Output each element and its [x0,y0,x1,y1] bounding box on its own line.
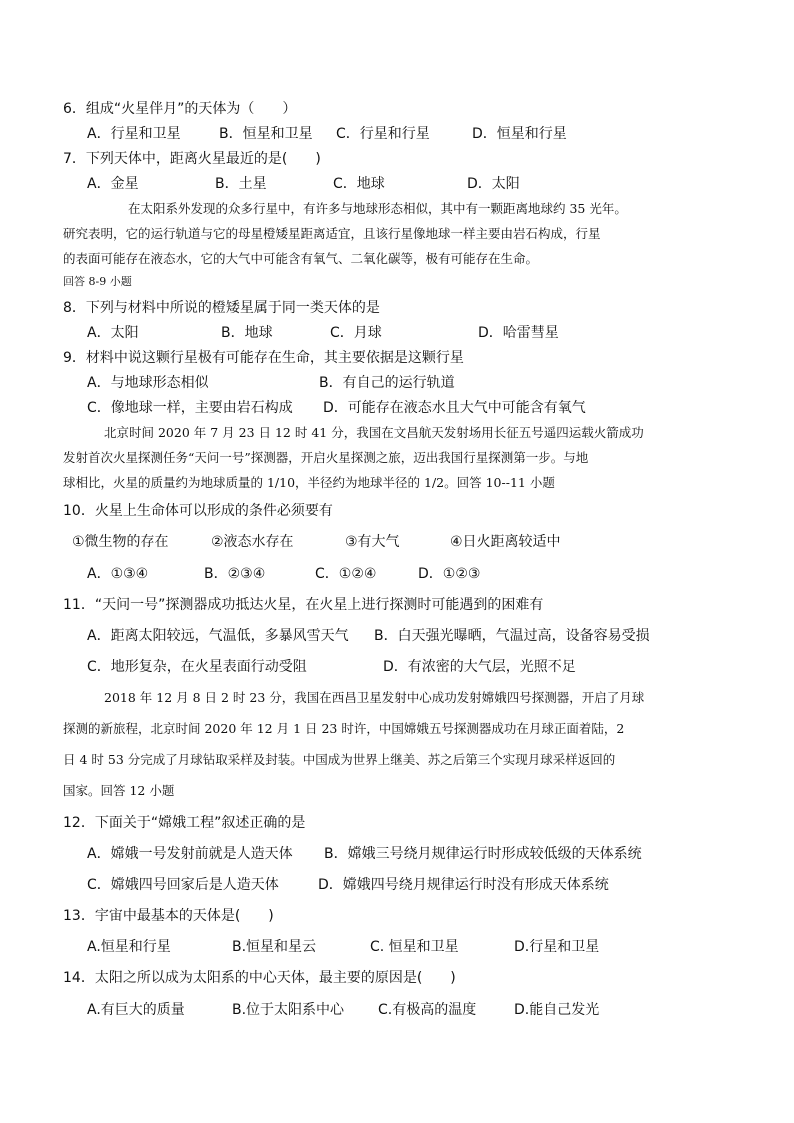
question-12-option-c: C．嫦娥四号回家后是人造天体 [87,877,279,893]
question-11-stem: 11．“天问一号”探测器成功抵达火星，在火星上进行探测时可能遇到的困难有 [63,597,544,613]
question-14-stem: 14．太阳之所以成为太阳系的中心天体，最主要的原因是( ) [63,970,456,986]
question-6-option-c: C．行星和行星 [336,126,430,142]
question-12-option-a: A．嫦娥一号发射前就是人造天体 [87,846,293,862]
material-1-instruction: 回答 8-9 小题 [63,275,132,288]
question-10-condition-3: ③有大气 [345,534,400,550]
question-6-stem: 6．组成“火星伴月”的天体为（ ） [63,101,297,117]
material-2-line-2: 发射首次火星探测任务“天问一号”探测器，开启火星探测之旅，迈出我国行星探测第一步。与地 [63,450,589,465]
material-3-line-2: 探测的新旅程，北京时间 2020 年 12 月 1 日 23 时许，中国嫦娥五号探测器成功在月球正面着陆，2 [63,721,625,736]
question-14-option-d: D.能自己发光 [514,1002,600,1018]
question-10-option-a: A．①③④ [87,566,149,582]
question-8-option-d: D．哈雷彗星 [478,325,559,341]
question-9-stem: 9．材料中说这颗行星极有可能存在生命，其主要依据是这颗行星 [63,350,464,366]
question-6-option-d: D．恒星和行星 [472,126,567,142]
question-8-option-c: C．月球 [330,325,382,341]
question-13-option-a: A.恒星和行星 [87,939,171,955]
question-13-option-c: C. 恒星和卫星 [370,939,459,955]
question-10-condition-2: ②液态水存在 [211,534,294,550]
material-1-line-3: 的表面可能存在液态水，它的大气中可能含有氧气、二氧化碳等，极有可能存在生命。 [63,251,539,266]
question-10-condition-4: ④日火距离较适中 [450,534,561,550]
question-11-option-c: C．地形复杂，在火星表面行动受阻 [87,659,307,675]
question-11-option-d: D．有浓密的大气层，光照不足 [383,659,576,675]
material-2-line-3: 球相比，火星的质量约为地球质量的 1/10，半径约为地球半径的 1/2。回答 10--11 小题 [63,475,555,490]
question-6-option-a: A．行星和卫星 [87,126,181,142]
question-9-option-c: C．像地球一样，主要由岩石构成 [87,400,293,416]
question-8-option-a: A．太阳 [87,325,139,341]
question-11-option-b: B．白天强光曝晒，气温过高，设备容易受损 [374,628,650,644]
question-9-option-d: D．可能存在液态水且大气中可能含有氧气 [323,400,586,416]
question-7-option-c: C．地球 [333,176,385,192]
question-7-stem: 7．下列天体中，距离火星最近的是( ) [63,151,321,167]
question-11-option-a: A．距离太阳较远，气温低，多暴风雪天气 [87,628,349,644]
question-7-option-a: A．金星 [87,176,139,192]
question-9-option-b: B．有自己的运行轨道 [319,375,455,391]
question-14-option-c: C.有极高的温度 [378,1002,477,1018]
question-6-option-b: B．恒星和卫星 [219,126,313,142]
material-3-line-1: 2018 年 12 月 8 日 2 时 23 分，我国在西昌卫星发射中心成功发射嫦娥四号探测器，开启了月球 [104,690,645,705]
question-13-option-d: D.行星和卫星 [514,939,600,955]
material-2-line-1: 北京时间 2020 年 7 月 23 日 12 时 41 分，我国在文昌航天发射场用长征五号遥四运载火箭成功 [104,425,644,440]
question-12-option-d: D．嫦娥四号绕月规律运行时没有形成天体系统 [318,877,609,893]
material-3-line-4: 国家。回答 12 小题 [63,783,175,798]
question-12-option-b: B．嫦娥三号绕月规律运行时形成较低级的天体系统 [324,846,642,862]
question-10-condition-1: ①微生物的存在 [72,534,169,550]
question-8-option-b: B．地球 [221,325,273,341]
question-7-option-d: D．太阳 [467,176,520,192]
question-12-stem: 12．下面关于“嫦娥工程”叙述正确的是 [63,815,306,831]
question-10-stem: 10．火星上生命体可以形成的条件必须要有 [63,503,333,519]
question-14-option-a: A.有巨大的质量 [87,1002,185,1018]
question-14-option-b: B.位于太阳系中心 [232,1002,345,1018]
question-13-option-b: B.恒星和星云 [232,939,317,955]
material-1-line-1: 在太阳系外发现的众多行星中，有许多与地球形态相似，其中有一颗距离地球约 35 光年。 [128,201,627,216]
question-10-option-c: C．①②④ [315,566,377,582]
question-13-stem: 13．宇宙中最基本的天体是( ) [63,908,274,924]
material-3-line-3: 日 4 时 53 分完成了月球钻取采样及封装。中国成为世界上继美、苏之后第三个实现月球采样返回的 [63,752,616,767]
material-1-line-2: 研究表明，它的运行轨道与它的母星橙矮星距离适宜，且该行星像地球一样主要由岩石构成，行星 [63,226,601,241]
question-10-option-b: B．②③④ [204,566,266,582]
question-9-option-a: A．与地球形态相似 [87,375,209,391]
question-8-stem: 8．下列与材料中所说的橙矮星属于同一类天体的是 [63,300,380,316]
question-7-option-b: B．土星 [215,176,267,192]
question-10-option-d: D．①②③ [418,566,481,582]
